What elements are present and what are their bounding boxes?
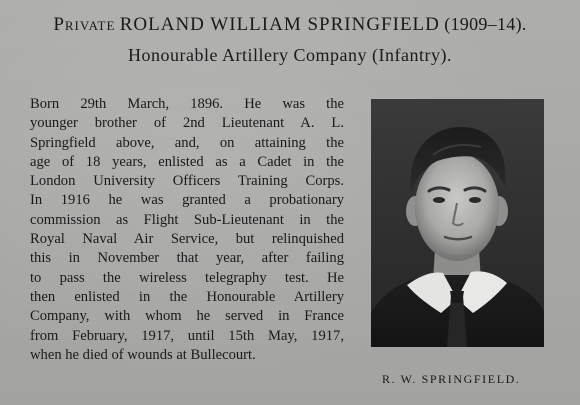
rank-label: Private <box>53 14 116 35</box>
biography-line: Born 29th March, 1896. He was the <box>30 96 344 112</box>
biography-line: Royal Naval Air Service, but relinquished <box>30 231 344 248</box>
biography-line: commission as Flight Sub-Lieutenant in the <box>30 211 344 228</box>
biography-line: from February, 1917, until 15th May, 1917, <box>30 327 344 344</box>
unit-subtitle: Honourable Artillery Company (Infantry). <box>128 45 452 65</box>
biography-line: this in November that year, after failing <box>30 250 344 267</box>
soldier-name: ROLAND WILLIAM SPRINGFIELD <box>119 14 440 35</box>
biography-line: London University Officers Training Corps. <box>30 173 344 190</box>
photo-caption: R. W. SPRINGFIELD. <box>382 372 521 386</box>
school-years: (1909–14). <box>444 14 527 34</box>
portrait-photo <box>371 99 544 347</box>
biography-line: In 1916 he was granted a probationary <box>30 192 344 209</box>
biography-line: younger brother of 2nd Lieutenant A. L. <box>30 115 344 132</box>
biography-line: then enlisted in the Honourable Artillery <box>30 288 344 305</box>
portrait-illustration <box>371 99 544 347</box>
biography-line: Company, with whom he served in France <box>30 308 344 325</box>
biography-line: age of 18 years, enlisted as a Cadet in the <box>30 153 344 170</box>
biography-line: Springfield above, and, on attaining the <box>30 134 344 151</box>
page-title <box>0 14 580 36</box>
biography-text <box>30 95 344 365</box>
biography-line: when he died of wounds at Bullecourt. <box>30 346 256 363</box>
biography-line: to pass the wireless telegraphy test. He <box>30 269 344 286</box>
